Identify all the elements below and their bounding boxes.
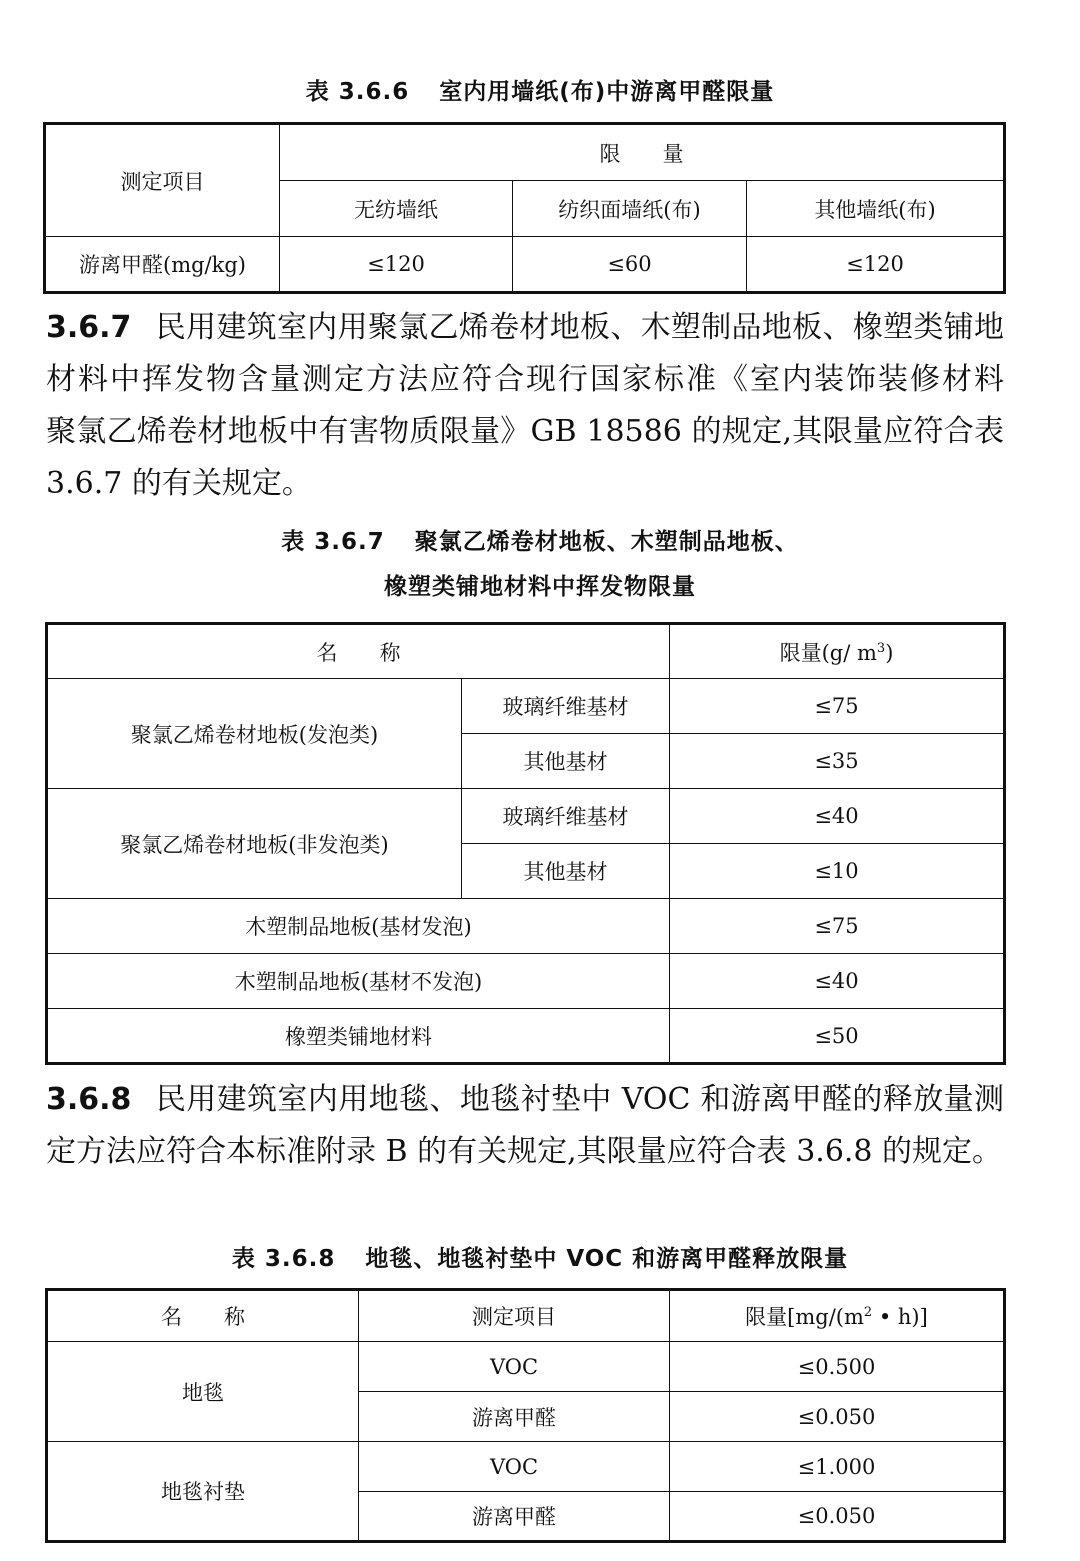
- header-limit-b: • h)]: [872, 1305, 928, 1329]
- table-366-caption: [0, 73, 1080, 106]
- caption-title-line1: 聚氯乙烯卷材地板、木塑制品地板、: [414, 529, 799, 555]
- value-rubber: ≤50: [670, 1009, 1005, 1064]
- caption-title: 室内用墙纸(布)中游离甲醛限量: [439, 79, 775, 105]
- value-other: ≤120: [747, 237, 1005, 293]
- table-368-caption: [0, 1240, 1080, 1273]
- item-voc: VOC: [359, 1342, 670, 1392]
- group-nonfoam: 聚氯乙烯卷材地板(非发泡类): [47, 789, 462, 899]
- header-limit-sup: 3: [876, 640, 886, 656]
- table-368: [45, 1288, 1006, 1543]
- caption-number: 表 3.6.6: [305, 79, 410, 105]
- paragraph-text: 民用建筑室内用地毯、地毯衬垫中 VOC 和游离甲醛的释放量测定方法应符合本标准附录 B 的有关规定,其限量应符合表 3.6.8 的规定。: [46, 1082, 1004, 1169]
- value-nonfoam-glass: ≤40: [670, 789, 1005, 844]
- table-367-caption-line1: [0, 523, 1080, 556]
- col-nonwoven: 无纺墙纸: [280, 181, 513, 237]
- item-formaldehyde: 游离甲醛: [359, 1392, 670, 1442]
- value-carpet-formaldehyde: ≤0.050: [670, 1392, 1005, 1442]
- header-limit-a: 限量[mg/(m: [745, 1305, 864, 1329]
- row-carpet: 地毯: [47, 1342, 359, 1442]
- header-limit-sup: 2: [863, 1305, 873, 1320]
- value-textile: ≤60: [513, 237, 747, 293]
- table-367-caption-line2: 橡塑类铺地材料中挥发物限量: [384, 574, 696, 600]
- sub-other: 其他基材: [462, 734, 670, 789]
- header-limit: [670, 1290, 1005, 1342]
- header-limit-end: ): [885, 640, 894, 665]
- header-limit: 限 量: [280, 124, 1005, 181]
- paragraph-367: [46, 302, 1034, 510]
- row-label-formaldehyde: 游离甲醛(mg/kg): [45, 237, 280, 293]
- row-rubber: 橡塑类铺地材料: [47, 1009, 670, 1064]
- header-limit: [670, 624, 1005, 679]
- section-number: 3.6.8: [46, 1082, 132, 1117]
- header-item: 测定项目: [45, 124, 280, 237]
- value-nonfoam-other: ≤10: [670, 844, 1005, 899]
- col-other: 其他墙纸(布): [747, 181, 1005, 237]
- row-carpet-pad: 地毯衬垫: [47, 1442, 359, 1542]
- paragraph-368: [46, 1074, 1004, 1178]
- sub-other: 其他基材: [462, 844, 670, 899]
- row-wpc-nofoam: 木塑制品地板(基材不发泡): [47, 954, 670, 1009]
- value-pad-voc: ≤1.000: [670, 1442, 1005, 1492]
- row-wpc-foam: 木塑制品地板(基材发泡): [47, 899, 670, 954]
- value-nonwoven: ≤120: [280, 237, 513, 293]
- col-textile: 纺织面墙纸(布): [513, 181, 747, 237]
- value-foam-other: ≤35: [670, 734, 1005, 789]
- group-foam: 聚氯乙烯卷材地板(发泡类): [47, 679, 462, 789]
- table-367: [45, 622, 1006, 1065]
- value-wpc-nofoam: ≤40: [670, 954, 1005, 1009]
- item-voc: VOC: [359, 1442, 670, 1492]
- value-carpet-voc: ≤0.500: [670, 1342, 1005, 1392]
- header-name: 名 称: [47, 624, 670, 679]
- header-name: 名 称: [47, 1290, 359, 1342]
- caption-title: 地毯、地毯衬垫中 VOC 和游离甲醛释放限量: [365, 1246, 849, 1272]
- value-wpc-foam: ≤75: [670, 899, 1005, 954]
- value-foam-glass: ≤75: [670, 679, 1005, 734]
- table-366: [43, 122, 1006, 294]
- item-formaldehyde: 游离甲醛: [359, 1492, 670, 1542]
- header-limit-text: 限量(g/ m: [779, 640, 877, 665]
- caption-number: 表 3.6.8: [231, 1246, 336, 1272]
- sub-glass-fiber: 玻璃纤维基材: [462, 789, 670, 844]
- value-pad-formaldehyde: ≤0.050: [670, 1492, 1005, 1542]
- caption-number: 表 3.6.7: [281, 529, 385, 555]
- section-number: 3.6.7: [46, 310, 132, 345]
- header-item: 测定项目: [359, 1290, 670, 1342]
- sub-glass-fiber: 玻璃纤维基材: [462, 679, 670, 734]
- paragraph-text: 民用建筑室内用聚氯乙烯卷材地板、木塑制品地板、橡塑类铺地材料中挥发物含量测定方法应符合现行国家标准《室内装饰装修材料 聚氯乙烯卷材地板中有害物质限量》GB 18586 的规定,其限量应符合表 3.6.7 的有关规定。: [46, 310, 1034, 501]
